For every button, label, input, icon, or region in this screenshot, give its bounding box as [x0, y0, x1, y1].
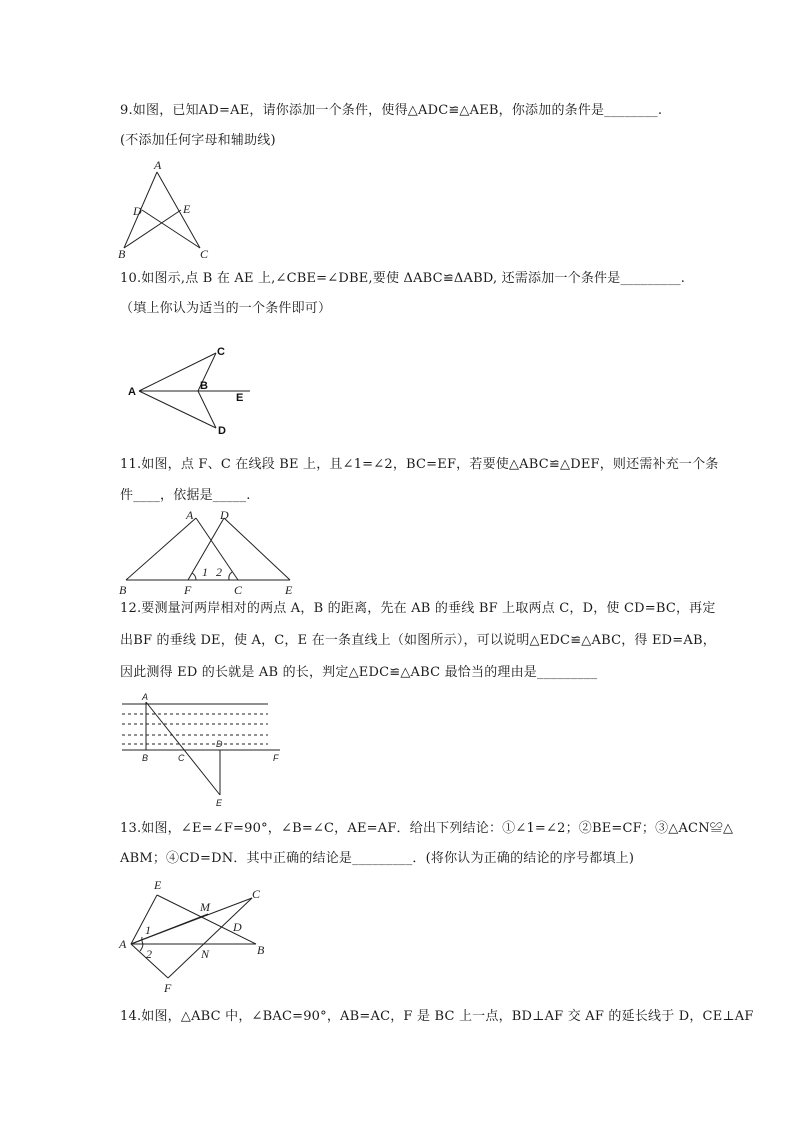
label-d: D: [220, 508, 229, 522]
label-b: B: [200, 380, 208, 392]
label-angle-2: 2: [216, 565, 222, 579]
label-c: C: [178, 753, 185, 763]
label-e: E: [154, 878, 162, 892]
label-c: C: [200, 247, 209, 261]
problem-9-line-2: (不添加任何字母和辅助线): [120, 133, 276, 148]
problem-12-line-1: 12.要测量河两岸相对的两点 A，B 的距离，先在 AB 的垂线 BF 上取两点 C，D，使 CD=BC，再定: [120, 601, 716, 616]
figure-quadrilateral: [116, 876, 276, 994]
segment-ab: [126, 518, 196, 580]
segment-fc: [168, 898, 252, 978]
label-d: D: [133, 204, 142, 218]
figure-angle-cbe-dbe: [122, 340, 262, 438]
label-e: E: [216, 798, 223, 808]
label-d: D: [218, 425, 226, 437]
problem-10-line-1: 10.如图示,点 B 在 AE 上,∠CBE=∠DBE,要使 ΔABC≌ΔABD, 还需添加一个条件是_________.: [120, 271, 686, 286]
label-e: E: [285, 583, 293, 597]
label-a: A: [142, 692, 149, 702]
label-a: A: [119, 937, 127, 951]
label-c: C: [234, 583, 243, 597]
label-a: A: [128, 386, 136, 398]
label-d: D: [233, 920, 242, 934]
label-b: B: [119, 583, 127, 597]
label-c: C: [252, 887, 261, 901]
label-b: B: [142, 753, 149, 763]
label-b: B: [118, 247, 126, 261]
label-f: F: [184, 583, 192, 597]
label-e: E: [183, 202, 191, 216]
problem-13-line-2: ABM；④CD=DN．其中正确的结论是_________．(将你认为正确的结论的序号都填上): [120, 851, 635, 866]
label-a: A: [186, 508, 194, 522]
problem-13-line-1: 13.如图，∠E=∠F=90°，∠B=∠C，AE=AF．给出下列结论：①∠1=∠2；②BE=CF；③△ACN≌△: [120, 821, 734, 836]
label-f: F: [273, 753, 279, 763]
segment-ad: [139, 391, 216, 428]
label-n: N: [201, 947, 210, 961]
label-angle-1: 1: [202, 565, 208, 579]
figure-two-triangles: [116, 506, 302, 598]
label-e: E: [236, 392, 244, 404]
problem-12-line-2: 出BF 的垂线 DE，使 A，C，E 在一条直线上（如图所示），可以说明△EDC≌△ABC，得 ED=AB，: [120, 633, 716, 648]
segment-ae: [131, 895, 157, 944]
label-angle-1: 1: [145, 923, 151, 937]
segment-ac: [157, 172, 200, 248]
figure-river: [118, 690, 288, 810]
figure-triangle-ade: [112, 158, 222, 262]
label-a: A: [154, 158, 162, 172]
segment-bd: [198, 391, 216, 428]
label-d: D: [216, 739, 223, 749]
problem-12-line-3: 因此测得 ED 的长就是 AB 的长，判定△EDC≌△ABC 最恰当的理由是_________: [120, 665, 598, 680]
segment-cd: [142, 210, 200, 248]
label-b: B: [257, 943, 265, 957]
problem-11-line-2: 件____，依据是_____.: [120, 488, 251, 503]
segment-a-m: [131, 914, 208, 944]
problem-9-line-1: 9.如图，已知AD=AE，请你添加一个条件，使得△ADC≌△AEB，你添加的条件是________.: [120, 103, 663, 118]
segment-de: [224, 518, 290, 580]
problem-11-line-1: 11.如图，点 F、C 在线段 BE 上，且∠1=∠2，BC=EF，若要使△ABC≌△DEF，则还需补充一个条: [120, 457, 719, 472]
segment-ae: [146, 702, 220, 795]
label-angle-2: 2: [146, 947, 152, 961]
label-f: F: [164, 981, 172, 994]
label-m: M: [200, 900, 210, 914]
label-c: C: [217, 346, 225, 358]
problem-14-line-1: 14.如图，△ABC 中，∠BAC=90°，AB=AC，F 是 BC 上一点，BD⊥AF 交 AF 的延长线于 D，CE⊥AF: [120, 1009, 754, 1024]
problem-10-line-2: （填上你认为适当的一个条件即可）: [120, 301, 332, 316]
